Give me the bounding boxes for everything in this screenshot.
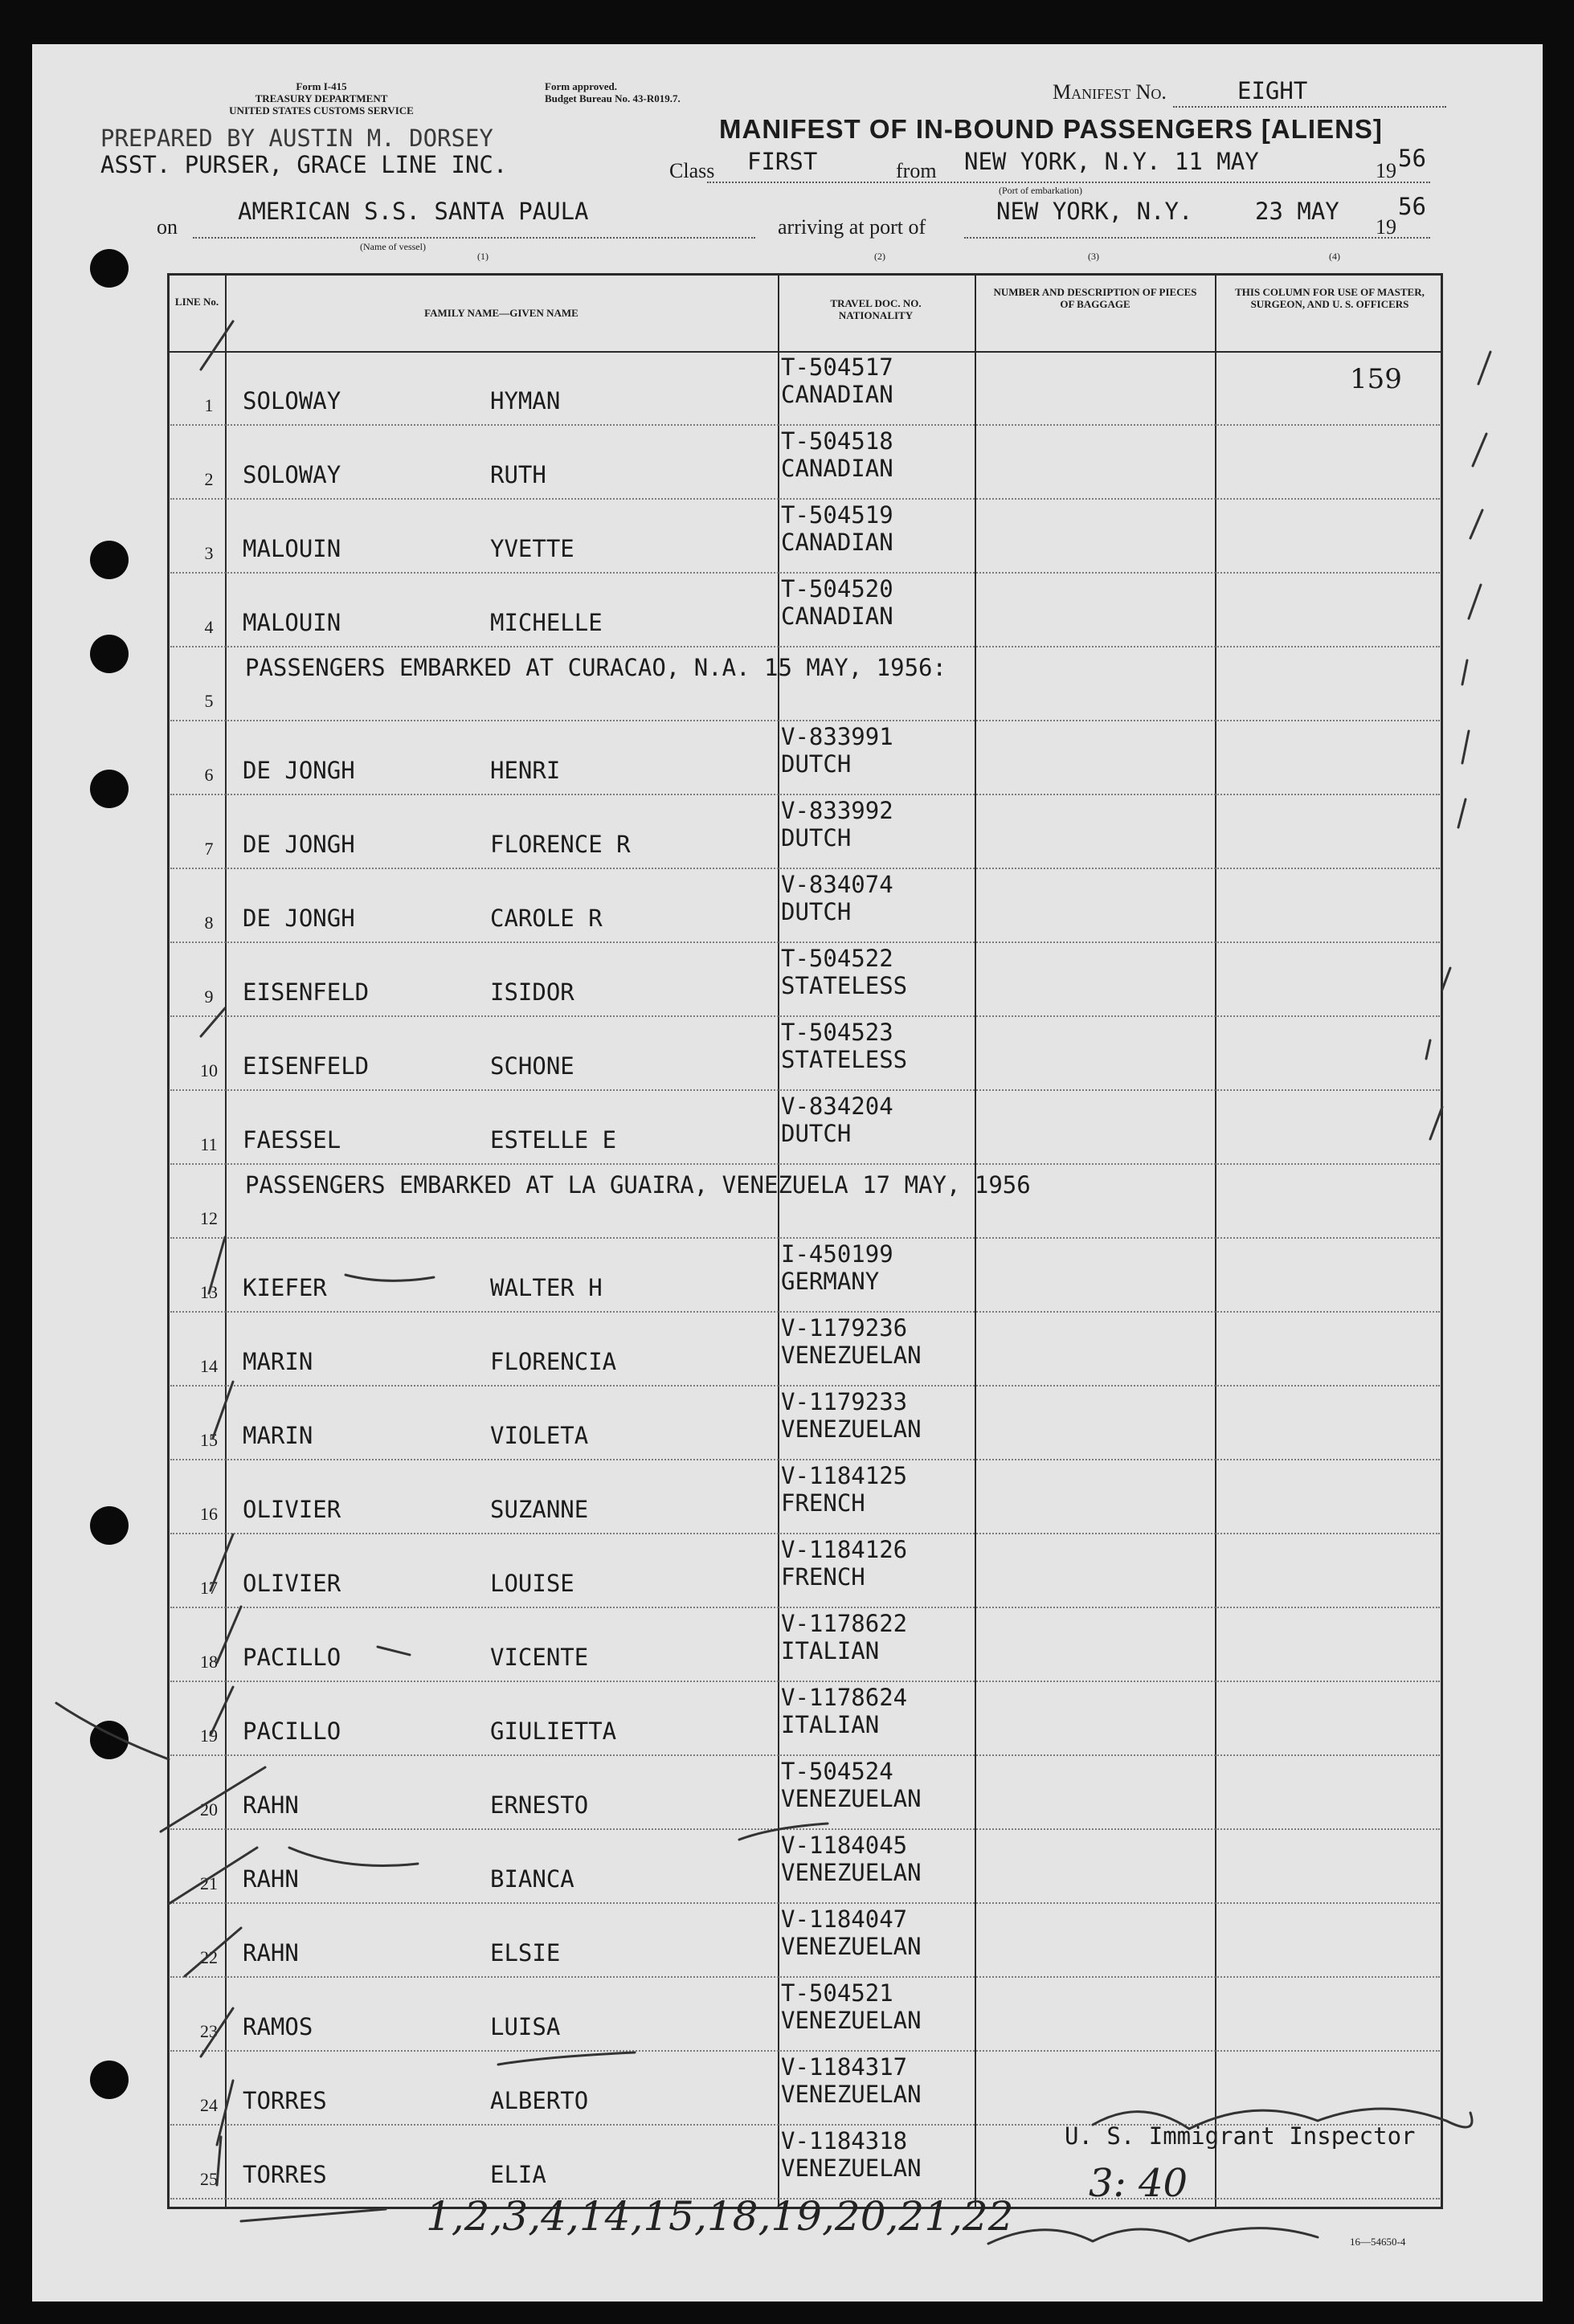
col-num-4: (4) bbox=[1329, 251, 1340, 262]
check-mark bbox=[1462, 731, 1469, 763]
nationality: CANADIAN bbox=[781, 381, 893, 408]
col-line-no-header: LINE No. bbox=[174, 296, 219, 308]
prepared-by: PREPARED BY AUSTIN M. DORSEY bbox=[100, 125, 493, 152]
nationality: CANADIAN bbox=[781, 602, 893, 630]
given-name: RUTH bbox=[490, 461, 546, 488]
check-mark bbox=[1442, 968, 1450, 990]
family-name: SOLOWAY bbox=[243, 461, 341, 488]
line-tick bbox=[211, 1534, 233, 1591]
from-year-prefix: 19 bbox=[1376, 159, 1396, 182]
col-num-2: (2) bbox=[874, 251, 885, 262]
line-number: 24 bbox=[200, 2095, 218, 2115]
margin-stroke bbox=[56, 1703, 169, 1759]
travel-doc-number: V-1178622 bbox=[781, 1610, 908, 1637]
line-number: 23 bbox=[200, 2021, 218, 2041]
travel-doc-number: T-504517 bbox=[781, 353, 893, 381]
nationality: GERMANY bbox=[781, 1268, 880, 1295]
nationality: FRENCH bbox=[781, 1563, 865, 1591]
check-mark bbox=[1462, 660, 1467, 684]
family-name: EISENFELD bbox=[243, 978, 370, 1006]
nationality: VENEZUELAN bbox=[781, 1859, 922, 1886]
travel-doc-number: V-1178624 bbox=[781, 1684, 908, 1711]
given-name: FLORENCIA bbox=[490, 1348, 617, 1375]
family-name: SOLOWAY bbox=[243, 387, 341, 415]
family-name: DE JONGH bbox=[243, 905, 355, 932]
customs-line: UNITED STATES CUSTOMS SERVICE bbox=[229, 104, 414, 116]
family-name: OLIVIER bbox=[243, 1570, 341, 1597]
line-tick bbox=[161, 1767, 265, 1832]
nationality: DUTCH bbox=[781, 1120, 852, 1147]
line-number: 16 bbox=[200, 1504, 218, 1524]
travel-doc-number: T-504519 bbox=[781, 501, 893, 529]
line-tick bbox=[217, 2081, 233, 2145]
line-tick bbox=[185, 1928, 241, 1976]
travel-doc-number: V-1184317 bbox=[781, 2053, 908, 2081]
arrival-date: 23 MAY bbox=[1255, 198, 1339, 225]
manifest-title: MANIFEST OF IN-BOUND PASSENGERS [ALIENS] bbox=[719, 114, 1383, 144]
strike-stroke bbox=[345, 1275, 434, 1280]
from-port: NEW YORK, N.Y. 11 MAY bbox=[964, 148, 1259, 175]
check-mark bbox=[1470, 510, 1482, 538]
strike-stroke bbox=[378, 1647, 410, 1655]
line-tick bbox=[201, 1008, 225, 1036]
line-number: 18 bbox=[200, 1652, 218, 1672]
family-name: EISENFELD bbox=[243, 1052, 370, 1080]
family-name: PACILLO bbox=[243, 1717, 341, 1745]
manifest-no-label: Manifest No. bbox=[1053, 80, 1167, 104]
embarkation-section-heading: PASSENGERS EMBARKED AT LA GUAIRA, VENEZUELA 17 MAY, 1956 bbox=[245, 1171, 1031, 1199]
line-number: 2 bbox=[204, 469, 214, 489]
line-number: 13 bbox=[200, 1282, 218, 1302]
footer-strike bbox=[241, 2209, 386, 2221]
nationality: STATELESS bbox=[781, 1046, 908, 1073]
nationality: CANADIAN bbox=[781, 529, 893, 556]
line-number: 21 bbox=[200, 1873, 218, 1893]
nationality: VENEZUELAN bbox=[781, 1342, 922, 1369]
family-name: DE JONGH bbox=[243, 757, 355, 784]
line-tick bbox=[201, 2008, 233, 2056]
vessel-name: AMERICAN S.S. SANTA PAULA bbox=[238, 198, 589, 225]
given-name: HENRI bbox=[490, 757, 561, 784]
given-name: LUISA bbox=[490, 2013, 561, 2040]
travel-doc-number: V-1179233 bbox=[781, 1388, 908, 1415]
given-name: SCHONE bbox=[490, 1052, 574, 1080]
arriving-label: arriving at port of bbox=[778, 215, 926, 239]
travel-doc-number: V-1184047 bbox=[781, 1905, 908, 1933]
nationality: ITALIAN bbox=[781, 1711, 880, 1738]
line-number: 8 bbox=[204, 913, 214, 933]
travel-doc-number: V-833991 bbox=[781, 723, 893, 750]
line-number: 6 bbox=[204, 765, 214, 785]
nationality: FRENCH bbox=[781, 1489, 865, 1517]
line-number: 17 bbox=[200, 1578, 218, 1598]
footer-signature-scrawl bbox=[988, 2228, 1318, 2244]
travel-doc-number: V-834204 bbox=[781, 1093, 893, 1120]
nationality: DUTCH bbox=[781, 750, 852, 778]
on-label: on bbox=[157, 215, 178, 239]
family-name: KIEFER bbox=[243, 1274, 327, 1301]
nationality: STATELESS bbox=[781, 972, 908, 999]
line-number: 3 bbox=[204, 543, 214, 563]
department-line: TREASURY DEPARTMENT bbox=[255, 92, 388, 104]
purser: ASST. PURSER, GRACE LINE INC. bbox=[100, 151, 508, 178]
form-number: Form I-415 bbox=[296, 80, 347, 92]
officer-note: 159 bbox=[1350, 363, 1402, 395]
line-number: 22 bbox=[200, 1947, 218, 1967]
nationality: VENEZUELAN bbox=[781, 2081, 922, 2108]
family-name: DE JONGH bbox=[243, 831, 355, 858]
given-name: MICHELLE bbox=[490, 609, 603, 636]
nationality: ITALIAN bbox=[781, 1637, 880, 1664]
line-number: 1 bbox=[204, 395, 214, 415]
given-name: ISIDOR bbox=[490, 978, 574, 1006]
travel-doc-number: T-504521 bbox=[781, 1979, 893, 2007]
given-name: ELIA bbox=[490, 2161, 546, 2188]
line-number: 25 bbox=[200, 2169, 218, 2189]
col-num-3: (3) bbox=[1088, 251, 1099, 262]
strike-stroke bbox=[289, 1848, 418, 1866]
travel-doc-number: V-833992 bbox=[781, 797, 893, 824]
given-name: WALTER H bbox=[490, 1274, 603, 1301]
nationality: DUTCH bbox=[781, 898, 852, 925]
line-tick bbox=[209, 1237, 225, 1293]
budget-bureau: Budget Bureau No. 43-R019.7. bbox=[545, 92, 681, 104]
given-name: ESTELLE E bbox=[490, 1126, 617, 1154]
from-year: 56 bbox=[1398, 145, 1426, 172]
nationality: VENEZUELAN bbox=[781, 1785, 922, 1812]
line-number: 10 bbox=[200, 1060, 218, 1080]
travel-doc-number: V-1179236 bbox=[781, 1314, 908, 1342]
handwritten-line-list: 1,2,3,4,14,15,18,19,20,21,22 bbox=[426, 2193, 1014, 2240]
strike-stroke bbox=[498, 2052, 635, 2065]
check-mark bbox=[1430, 1107, 1442, 1139]
line-number: 19 bbox=[200, 1726, 218, 1746]
nationality: VENEZUELAN bbox=[781, 2154, 922, 2182]
line-number: 14 bbox=[200, 1356, 218, 1376]
given-name: YVETTE bbox=[490, 535, 574, 562]
line-tick bbox=[213, 1382, 233, 1438]
line-number: 20 bbox=[200, 1799, 218, 1820]
line-tick bbox=[169, 1848, 257, 1904]
line-number: 12 bbox=[200, 1208, 218, 1228]
family-name: RAMOS bbox=[243, 2013, 313, 2040]
arrival-year-prefix: 19 bbox=[1376, 215, 1396, 239]
col-num-1: (1) bbox=[477, 251, 489, 262]
arrival-port: NEW YORK, N.Y. bbox=[996, 198, 1193, 225]
line-tick bbox=[211, 1687, 233, 1735]
travel-doc-number: V-1184125 bbox=[781, 1462, 908, 1489]
inspector-label: U. S. Immigrant Inspector bbox=[1065, 2122, 1416, 2150]
class-label: Class bbox=[669, 159, 715, 182]
vessel-caption: (Name of vessel) bbox=[360, 241, 426, 252]
travel-doc-number: V-1184045 bbox=[781, 1832, 908, 1859]
family-name: RAHN bbox=[243, 1865, 299, 1893]
given-name: FLORENCE R bbox=[490, 831, 631, 858]
travel-doc-number: V-1184126 bbox=[781, 1536, 908, 1563]
col-baggage-header: NUMBER AND DESCRIPTION OF PIECES OF BAGGAGE bbox=[993, 286, 1197, 310]
check-mark bbox=[1426, 1040, 1430, 1059]
travel-doc-number: T-504524 bbox=[781, 1758, 893, 1785]
family-name: OLIVIER bbox=[243, 1496, 341, 1523]
travel-doc-number: T-504522 bbox=[781, 945, 893, 972]
line-number: 7 bbox=[204, 839, 214, 859]
nationality: VENEZUELAN bbox=[781, 1415, 922, 1443]
given-name: BIANCA bbox=[490, 1865, 574, 1893]
check-mark bbox=[1458, 799, 1466, 827]
family-name: RAHN bbox=[243, 1939, 299, 1967]
check-mark bbox=[1478, 352, 1490, 384]
check-mark bbox=[1473, 434, 1486, 466]
travel-doc-number: I-450199 bbox=[781, 1240, 893, 1268]
family-name: PACILLO bbox=[243, 1644, 341, 1671]
line-number: 4 bbox=[204, 617, 214, 637]
travel-doc-number: V-1184318 bbox=[781, 2127, 908, 2154]
line-number: 9 bbox=[204, 986, 214, 1007]
given-name: SUZANNE bbox=[490, 1496, 589, 1523]
line-tick bbox=[217, 1607, 241, 1663]
embarkation-section-heading: PASSENGERS EMBARKED AT CURACAO, N.A. 15 MAY, 1956: bbox=[245, 654, 946, 681]
col-name-header: FAMILY NAME—GIVEN NAME bbox=[424, 307, 578, 319]
nationality: CANADIAN bbox=[781, 455, 893, 482]
line-number: 11 bbox=[200, 1134, 218, 1154]
family-name: FAESSEL bbox=[243, 1126, 341, 1154]
family-name: MALOUIN bbox=[243, 535, 341, 562]
class-value: FIRST bbox=[747, 148, 818, 175]
arrival-year: 56 bbox=[1398, 193, 1426, 220]
family-name: TORRES bbox=[243, 2161, 327, 2188]
given-name: VIOLETA bbox=[490, 1422, 589, 1449]
given-name: ERNESTO bbox=[490, 1791, 589, 1819]
given-name: CAROLE R bbox=[490, 905, 603, 932]
travel-doc-number: T-504518 bbox=[781, 427, 893, 455]
given-name: GIULIETTA bbox=[490, 1717, 617, 1745]
family-name: RAHN bbox=[243, 1791, 299, 1819]
print-code: 16—54650-4 bbox=[1350, 2236, 1406, 2248]
family-name: MALOUIN bbox=[243, 609, 341, 636]
nationality: DUTCH bbox=[781, 824, 852, 852]
family-name: MARIN bbox=[243, 1422, 313, 1449]
nationality: VENEZUELAN bbox=[781, 2007, 922, 2034]
col-officers-header: THIS COLUMN FOR USE OF MASTER, SURGEON, AND U. S. OFFICERS bbox=[1235, 286, 1425, 310]
family-name: TORRES bbox=[243, 2087, 327, 2114]
line-number: 5 bbox=[204, 691, 214, 711]
given-name: ELSIE bbox=[490, 1939, 561, 1967]
given-name: LOUISE bbox=[490, 1570, 574, 1597]
line-number: 15 bbox=[200, 1430, 218, 1450]
travel-doc-number: T-504520 bbox=[781, 575, 893, 602]
strike-stroke bbox=[739, 1824, 828, 1840]
handwritten-code: 3: 40 bbox=[1089, 2161, 1188, 2206]
given-name: VICENTE bbox=[490, 1644, 589, 1671]
given-name: ALBERTO bbox=[490, 2087, 589, 2114]
embarkation-caption: (Port of embarkation) bbox=[999, 185, 1082, 196]
family-name: MARIN bbox=[243, 1348, 313, 1375]
from-label: from bbox=[896, 159, 937, 182]
given-name: HYMAN bbox=[490, 387, 561, 415]
check-mark bbox=[1469, 585, 1481, 619]
nationality: VENEZUELAN bbox=[781, 1933, 922, 1960]
travel-doc-number: V-834074 bbox=[781, 871, 893, 898]
col-doc-header: TRAVEL DOC. NO. NATIONALITY bbox=[830, 297, 922, 321]
form-approved: Form approved. bbox=[545, 80, 618, 92]
travel-doc-number: T-504523 bbox=[781, 1019, 893, 1046]
manifest-no: EIGHT bbox=[1237, 77, 1308, 104]
line-tick bbox=[201, 321, 233, 370]
